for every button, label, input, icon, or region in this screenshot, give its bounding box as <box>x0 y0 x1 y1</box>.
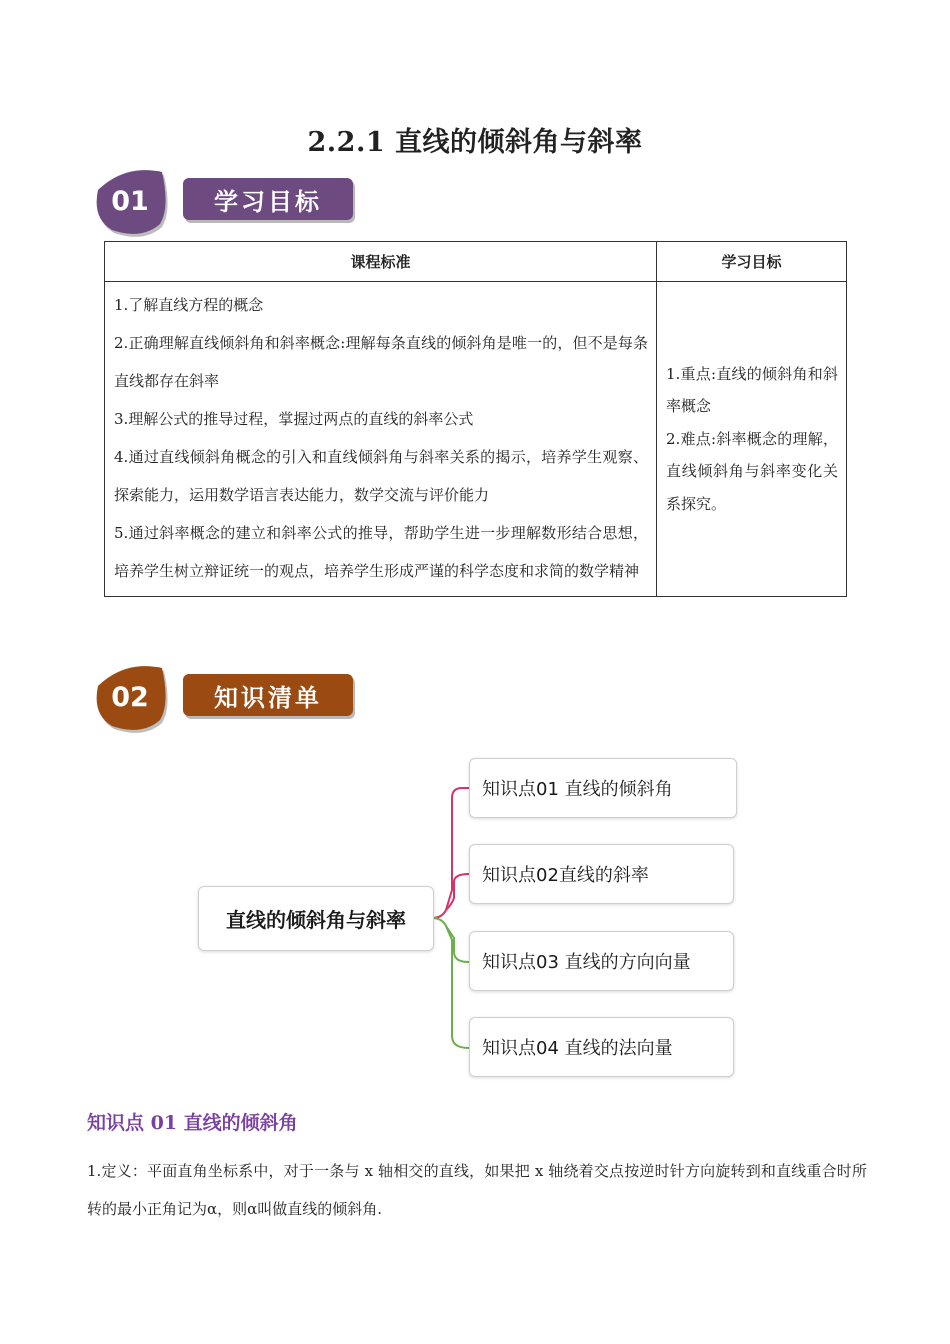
goals-cell <box>657 282 847 597</box>
section-badge-goals <box>90 168 360 238</box>
standards-cell <box>105 282 657 597</box>
section-badge-knowledge <box>90 664 360 734</box>
table-header-row <box>105 242 847 282</box>
table-row <box>105 282 847 597</box>
standard-item: 4.通过直线倾斜角概念的引入和直线倾斜角与斜率关系的揭示，培养学生观察、探索能力，运用数学语言表达能力，数学交流与评价能力 <box>114 448 648 504</box>
standard-item: 3.理解公式的推导过程，掌握过两点的直线的斜率公式 <box>114 410 474 428</box>
section-number: 01 <box>111 186 149 217</box>
standard-item: 2.正确理解直线倾斜角和斜率概念:理解每条直线的倾斜角是唯一的，但不是每条直线都存在斜率 <box>114 334 648 390</box>
section-label: 学习目标 <box>183 178 353 220</box>
standard-item: 1.了解直线方程的概念 <box>114 296 264 314</box>
mindmap-node-3: 知识点03 直线的方向向量 <box>469 931 734 991</box>
mindmap-root: 直线的倾斜角与斜率 <box>198 886 434 951</box>
course-standard-table <box>104 241 847 597</box>
header-learning-goal: 学习目标 <box>657 242 847 282</box>
header-course-standard: 课程标准 <box>105 242 657 282</box>
mindmap-node-2: 知识点02直线的斜率 <box>469 844 734 904</box>
mindmap-node-4: 知识点04 直线的法向量 <box>469 1017 734 1077</box>
goal-item: 2.难点:斜率概念的理解，直线倾斜角与斜率变化关系探究。 <box>666 429 838 513</box>
section-number: 02 <box>111 682 149 713</box>
definition-paragraph: 1.定义：平面直角坐标系中，对于一条与 x 轴相交的直线，如果把 x 轴绕着交点按逆时针方向旋转到和直线重合时所转的最小正角记为α，则α叫做直线的倾斜角. <box>87 1162 867 1218</box>
mindmap-connector <box>432 770 472 1060</box>
goal-item: 1.重点:直线的倾斜角和斜率概念 <box>666 364 838 416</box>
knowledge-point-heading: 知识点 01 直线的倾斜角 <box>87 1112 298 1134</box>
page-title: 2.2.1 直线的倾斜角与斜率 <box>307 127 643 158</box>
standard-item: 5.通过斜率概念的建立和斜率公式的推导，帮助学生进一步理解数形结合思想，培养学生树立辩证统一的观点，培养学生形成严谨的科学态度和求简的数学精神 <box>114 524 648 580</box>
mindmap-node-1: 知识点01 直线的倾斜角 <box>469 758 737 818</box>
section-label: 知识清单 <box>183 674 353 716</box>
